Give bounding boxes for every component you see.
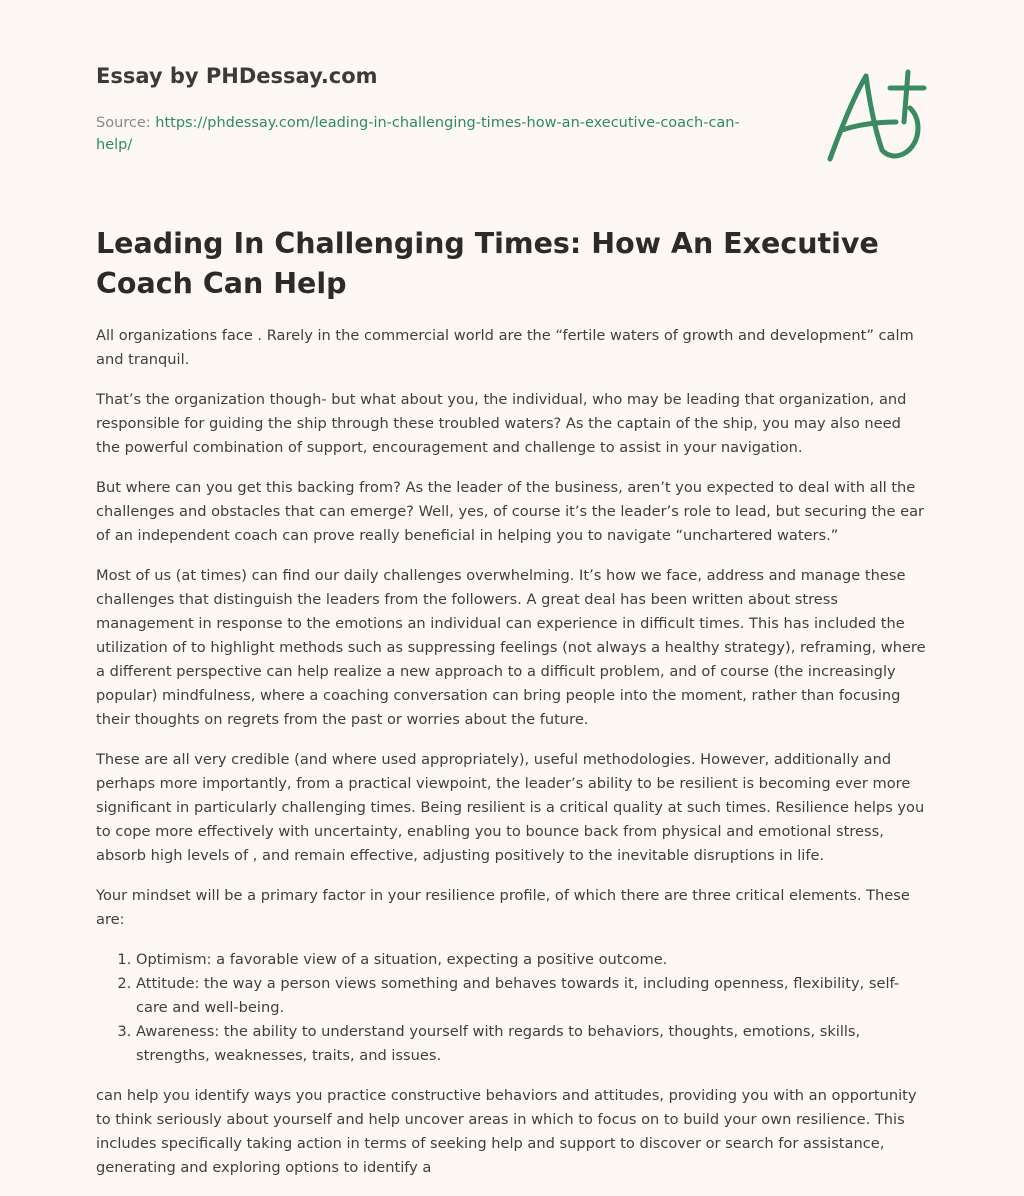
a-plus-logo <box>820 66 932 170</box>
paragraph: can help you identify ways you practice constructive behaviors and attitudes, providing you with an opportunity to think seriously about yourself and help uncover areas in which to focus on to build your own resilience. This includes specifically taking action in terms of seeking help and support to discover or search for assistance, generating and exploring options to identify a <box>96 1087 917 1176</box>
list-item: 2. Attitude: the way a person views something and behaves towards it, including openness, flexibility, self-care and well-being. <box>136 972 928 1020</box>
source-label: Source: <box>96 115 156 131</box>
paragraph: Most of us (at times) can find our daily challenges overwhelming. It’s how we face, address and manage these challenges that distinguish the leaders from the followers. A great deal has been written about stress management in response to the emotions an individual can experience in difficult times. This has included the utilization of to highlight methods such as suppressing feelings (not always a healthy strategy), reframing, where a different perspective can help realize a new approach to a difficult problem, and of course (the increasingly popular) mindfulness, where a coaching conversation can bring people into the moment, rather than focusing their thoughts on regrets from the past or worries about the future. <box>96 567 926 728</box>
logo-plus-curve <box>882 108 918 156</box>
logo-plus-vertical <box>904 72 908 122</box>
source-line <box>96 112 756 156</box>
paragraph: That’s the organization though- but what about you, the individual, who may be leading that organization, and responsible for guiding the ship through these troubled waters? As the captain of the ship, you may also need the powerful combination of support, encouragement and challenge to assist in your navigation. <box>96 391 907 456</box>
paragraph: All organizations face . Rarely in the commercial world are the “fertile waters of growth and development” calm and tranquil. <box>96 327 914 368</box>
paragraph: Your mindset will be a primary factor in your resilience profile, of which there are three critical elements. These are: <box>96 887 910 928</box>
resilience-elements-list <box>96 948 928 1068</box>
logo-a-left-stroke <box>830 76 866 159</box>
list-item: 1. Optimism: a favorable view of a situation, expecting a positive outcome. <box>136 948 928 972</box>
site-brand: Essay by PHDessay.com <box>96 64 378 88</box>
paragraph: But where can you get this backing from? As the leader of the business, aren’t you expected to deal with all the challenges and obstacles that can emerge? Well, yes, of course it’s the leader’s role to lead, but securing the ear of an independent coach can prove really beneficial in helping you to navigate “unchartered waters.” <box>96 479 925 544</box>
article-body <box>96 324 928 1196</box>
article-title: Leading In Challenging Times: How An Executive Coach Can Help <box>96 227 879 300</box>
logo-a-right-stroke <box>866 76 882 150</box>
list-item: 3. Awareness: the ability to understand yourself with regards to behaviors, thoughts, emotions, skills, strengths, weaknesses, traits, and issues. <box>136 1020 928 1068</box>
paragraph: These are all very credible (and where used appropriately), useful methodologies. However, additionally and perhaps more importantly, from a practical viewpoint, the leader’s ability to be resilient is becoming ever more significant in particularly challenging times. Being resilient is a critical quality at such times. Resilience helps you to cope more effectively with uncertainty, enabling you to bounce back from physical and emotional stress, absorb high levels of , and remain effective, adjusting positively to the inevitable disruptions in life. <box>96 751 925 864</box>
source-link[interactable]: https://phdessay.com/leading-in-challenging-times-how-an-executive-coach-can-help/ <box>96 115 740 153</box>
logo-a-crossbar <box>842 122 896 130</box>
